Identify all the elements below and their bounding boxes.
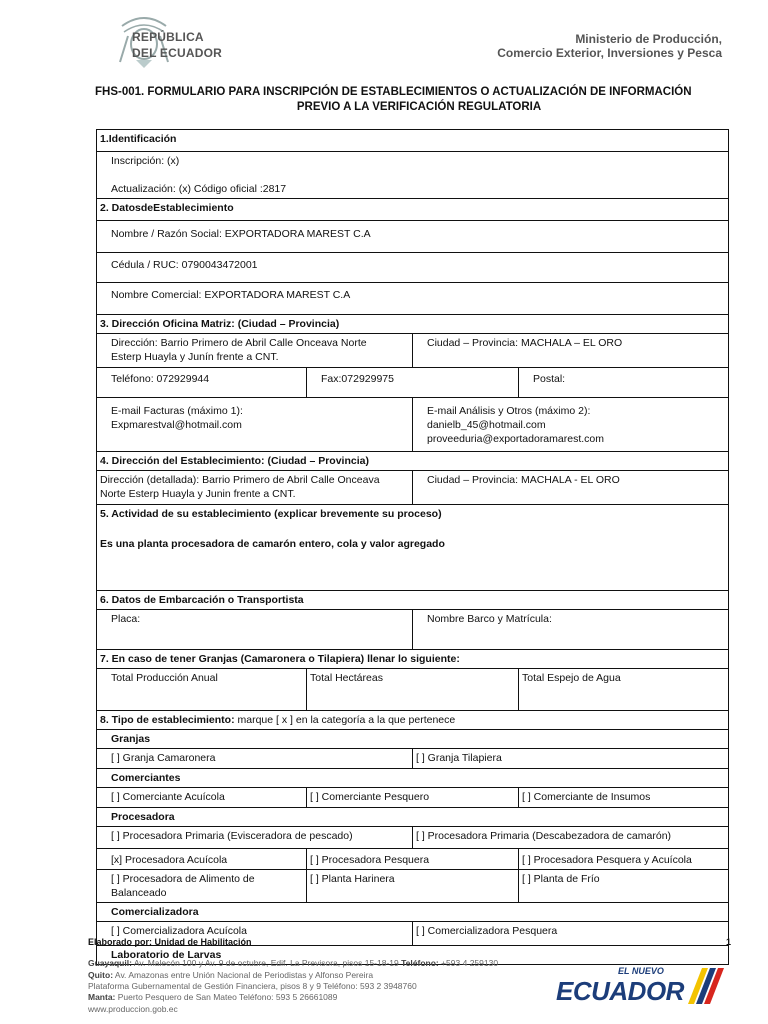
logo-main-text: ECUADOR xyxy=(556,976,684,1006)
procesadora-primaria-camaron-option[interactable]: [ ] Procesadora Primaria (Descabezadora de camarón) xyxy=(413,827,729,849)
procesadora-acuicola-option[interactable]: [x] Procesadora Acuícola xyxy=(97,849,307,870)
procesadora-balanceado-option[interactable] xyxy=(97,870,307,903)
direccion-establecimiento-line-2: Norte Esterp Huayla y Junin frente a CNT. xyxy=(100,488,296,500)
section-8-title-bold: 8. Tipo de establecimiento: xyxy=(100,714,235,726)
republic-line-1: REPÚBLICA xyxy=(132,30,204,44)
comerciante-insumos-option[interactable]: [ ] Comerciante de Insumos xyxy=(519,788,729,808)
direccion-matriz-line-2: Esterp Huayla y Junín frente a CNT. xyxy=(111,351,279,363)
website-link[interactable]: www.produccion.gob.ec xyxy=(88,1004,178,1014)
hectareas-field[interactable]: Total Hectáreas xyxy=(307,669,519,711)
email-analisis-value-2: proveeduria@exportadoramarest.com xyxy=(427,433,604,445)
category-laboratorio-larvas[interactable]: Laboratorio de Larvas xyxy=(97,946,729,965)
category-comerciantes: Comerciantes xyxy=(97,769,729,788)
procesadora-balanceado-line-1: [ ] Procesadora de Alimento de xyxy=(111,873,255,885)
ministry-line-2: Comercio Exterior, Inversiones y Pesca xyxy=(497,46,722,60)
manta-label: Manta: xyxy=(88,992,116,1002)
barco-matricula-field[interactable]: Nombre Barco y Matrícula: xyxy=(413,610,729,650)
procesadora-balanceado-line-2: Balanceado xyxy=(111,887,167,899)
planta-frio-option[interactable]: [ ] Planta de Frío xyxy=(519,870,729,903)
ciudad-establecimiento-field[interactable]: Ciudad – Provincia: MACHALA - EL ORO xyxy=(413,471,729,505)
email-facturas-value: Expmarestval@hotmail.com xyxy=(111,419,242,431)
procesadora-pesquera-acuicola-option[interactable]: [ ] Procesadora Pesquera y Acuícola xyxy=(519,849,729,870)
email-analisis-value-1: danielb_45@hotmail.com xyxy=(427,419,546,431)
postal-field[interactable]: Postal: xyxy=(519,368,729,398)
guayaquil-phone-label: Teléfono: xyxy=(401,958,439,968)
planta-harinera-option[interactable]: [ ] Planta Harinera xyxy=(307,870,519,903)
elaborado-por: Elaborado por: Unidad de Habilitación xyxy=(88,937,252,947)
section-4-title: 4. Dirección del Establecimiento: (Ciudad – Provincia) xyxy=(97,452,729,471)
registration-form xyxy=(96,129,732,965)
section-8-title xyxy=(97,711,729,730)
category-procesadora: Procesadora xyxy=(97,808,729,827)
espejo-agua-field[interactable]: Total Espejo de Agua xyxy=(519,669,729,711)
comercializadora-pesquera-option[interactable]: [ ] Comercializadora Pesquera xyxy=(413,922,729,946)
address-quito xyxy=(88,970,373,981)
procesadora-primaria-pescado-option[interactable]: [ ] Procesadora Primaria (Evisceradora de pescado) xyxy=(97,827,413,849)
flag-stripes-icon xyxy=(684,964,728,1006)
guayaquil-address: Av. Malecón 100 y Av. 9 de octubre, Edif. La Previsora, pisos 15-18-19 xyxy=(131,958,402,968)
comerciante-acuicola-option[interactable]: [ ] Comerciante Acuícola xyxy=(97,788,307,808)
form-title-line-2: PREVIO A LA VERIFICACIÓN REGULATORIA xyxy=(296,101,542,113)
comercializadora-acuicola-option[interactable]: [ ] Comercializadora Acuícola xyxy=(97,922,413,946)
quito-address: Av. Amazonas entre Unión Nacional de Periodistas y Alfonso Pereira xyxy=(113,970,374,980)
logo-top-text: EL NUEVO xyxy=(618,966,664,976)
ministry-line-1: Ministerio de Producción, xyxy=(575,32,722,46)
form-title-line-1: FHS-001. FORMULARIO PARA INSCRIPCIÓN DE ESTABLECIMIENTOS O ACTUALIZACIÓN DE INFORMACIÓN xyxy=(95,86,692,98)
page-number: 1 xyxy=(726,937,732,947)
section-5-title: 5. Actividad de su establecimiento (explicar brevemente su proceso) xyxy=(100,508,442,520)
comerciante-pesquero-option[interactable]: [ ] Comerciante Pesquero xyxy=(307,788,519,808)
fax-field[interactable]: Fax:072929975 xyxy=(307,368,519,398)
section-6-title: 6. Datos de Embarcación o Transportista xyxy=(97,591,729,610)
category-granjas: Granjas xyxy=(97,730,729,749)
address-guayaquil xyxy=(88,958,498,969)
direccion-matriz-line-1: Dirección: Barrio Primero de Abril Calle Onceava Norte xyxy=(111,337,367,349)
actualizacion-field[interactable]: Actualización: (x) Código oficial :2817 xyxy=(111,183,287,195)
razon-social-field[interactable]: Nombre / Razón Social: EXPORTADORA MAREST C.A xyxy=(97,221,729,253)
el-nuevo-ecuador-logo xyxy=(556,962,728,1008)
nombre-comercial-field[interactable]: Nombre Comercial: EXPORTADORA MAREST C.A xyxy=(97,283,729,315)
address-quito-2: Plataforma Gubernamental de Gestión Financiera, pisos 8 y 9 Teléfono: 593 2 3948760 xyxy=(88,981,417,991)
actividad-cell[interactable] xyxy=(97,505,729,591)
granja-tilapiera-option[interactable]: [ ] Granja Tilapiera xyxy=(413,749,729,769)
direccion-establecimiento-field[interactable] xyxy=(97,471,413,505)
email-analisis-label: E-mail Análisis y Otros (máximo 2): xyxy=(427,405,591,417)
placa-field[interactable]: Placa: xyxy=(97,610,413,650)
telefono-field[interactable]: Teléfono: 072929944 xyxy=(97,368,307,398)
category-comercializadora: Comercializadora xyxy=(97,903,729,922)
address-manta xyxy=(88,992,337,1003)
guayaquil-label: Guayaquil: xyxy=(88,958,132,968)
email-analisis-field[interactable] xyxy=(413,398,729,452)
identificacion-cell xyxy=(97,152,729,199)
ciudad-matriz-field[interactable]: Ciudad – Provincia: MACHALA – EL ORO xyxy=(413,334,729,368)
republic-line-2: DEL ECUADOR xyxy=(132,46,222,60)
quito-label: Quito: xyxy=(88,970,114,980)
guayaquil-phone: +593 4 259130 xyxy=(438,958,499,968)
direccion-establecimiento-line-1: Dirección (detallada): Barrio Primero de Abril Calle Onceava xyxy=(100,474,380,486)
ruc-field[interactable]: Cédula / RUC: 0790043472001 xyxy=(97,253,729,283)
inscripcion-field[interactable]: Inscripción: (x) xyxy=(111,155,180,167)
section-3-title: 3. Dirección Oficina Matriz: (Ciudad – Provincia) xyxy=(97,315,729,334)
manta-address: Puerto Pesquero de San Mateo Teléfono: 593 5 26661089 xyxy=(115,992,338,1002)
produccion-anual-field[interactable]: Total Producción Anual xyxy=(97,669,307,711)
email-facturas-field[interactable] xyxy=(97,398,413,452)
section-1-title: 1.Identificación xyxy=(97,130,729,152)
actividad-text: Es una planta procesadora de camarón entero, cola y valor agregado xyxy=(100,538,445,550)
section-2-title: 2. DatosdeEstablecimiento xyxy=(97,199,729,221)
email-facturas-label: E-mail Facturas (máximo 1): xyxy=(111,405,243,417)
section-7-title: 7. En caso de tener Granjas (Camaronera o Tilapiera) llenar lo siguiente: xyxy=(97,650,729,669)
direccion-matriz-field[interactable] xyxy=(97,334,413,368)
section-8-title-rest: marque [ x ] en la categoría a la que pertenece xyxy=(234,714,456,726)
procesadora-pesquera-option[interactable]: [ ] Procesadora Pesquera xyxy=(307,849,519,870)
granja-camaronera-option[interactable]: [ ] Granja Camaronera xyxy=(97,749,413,769)
